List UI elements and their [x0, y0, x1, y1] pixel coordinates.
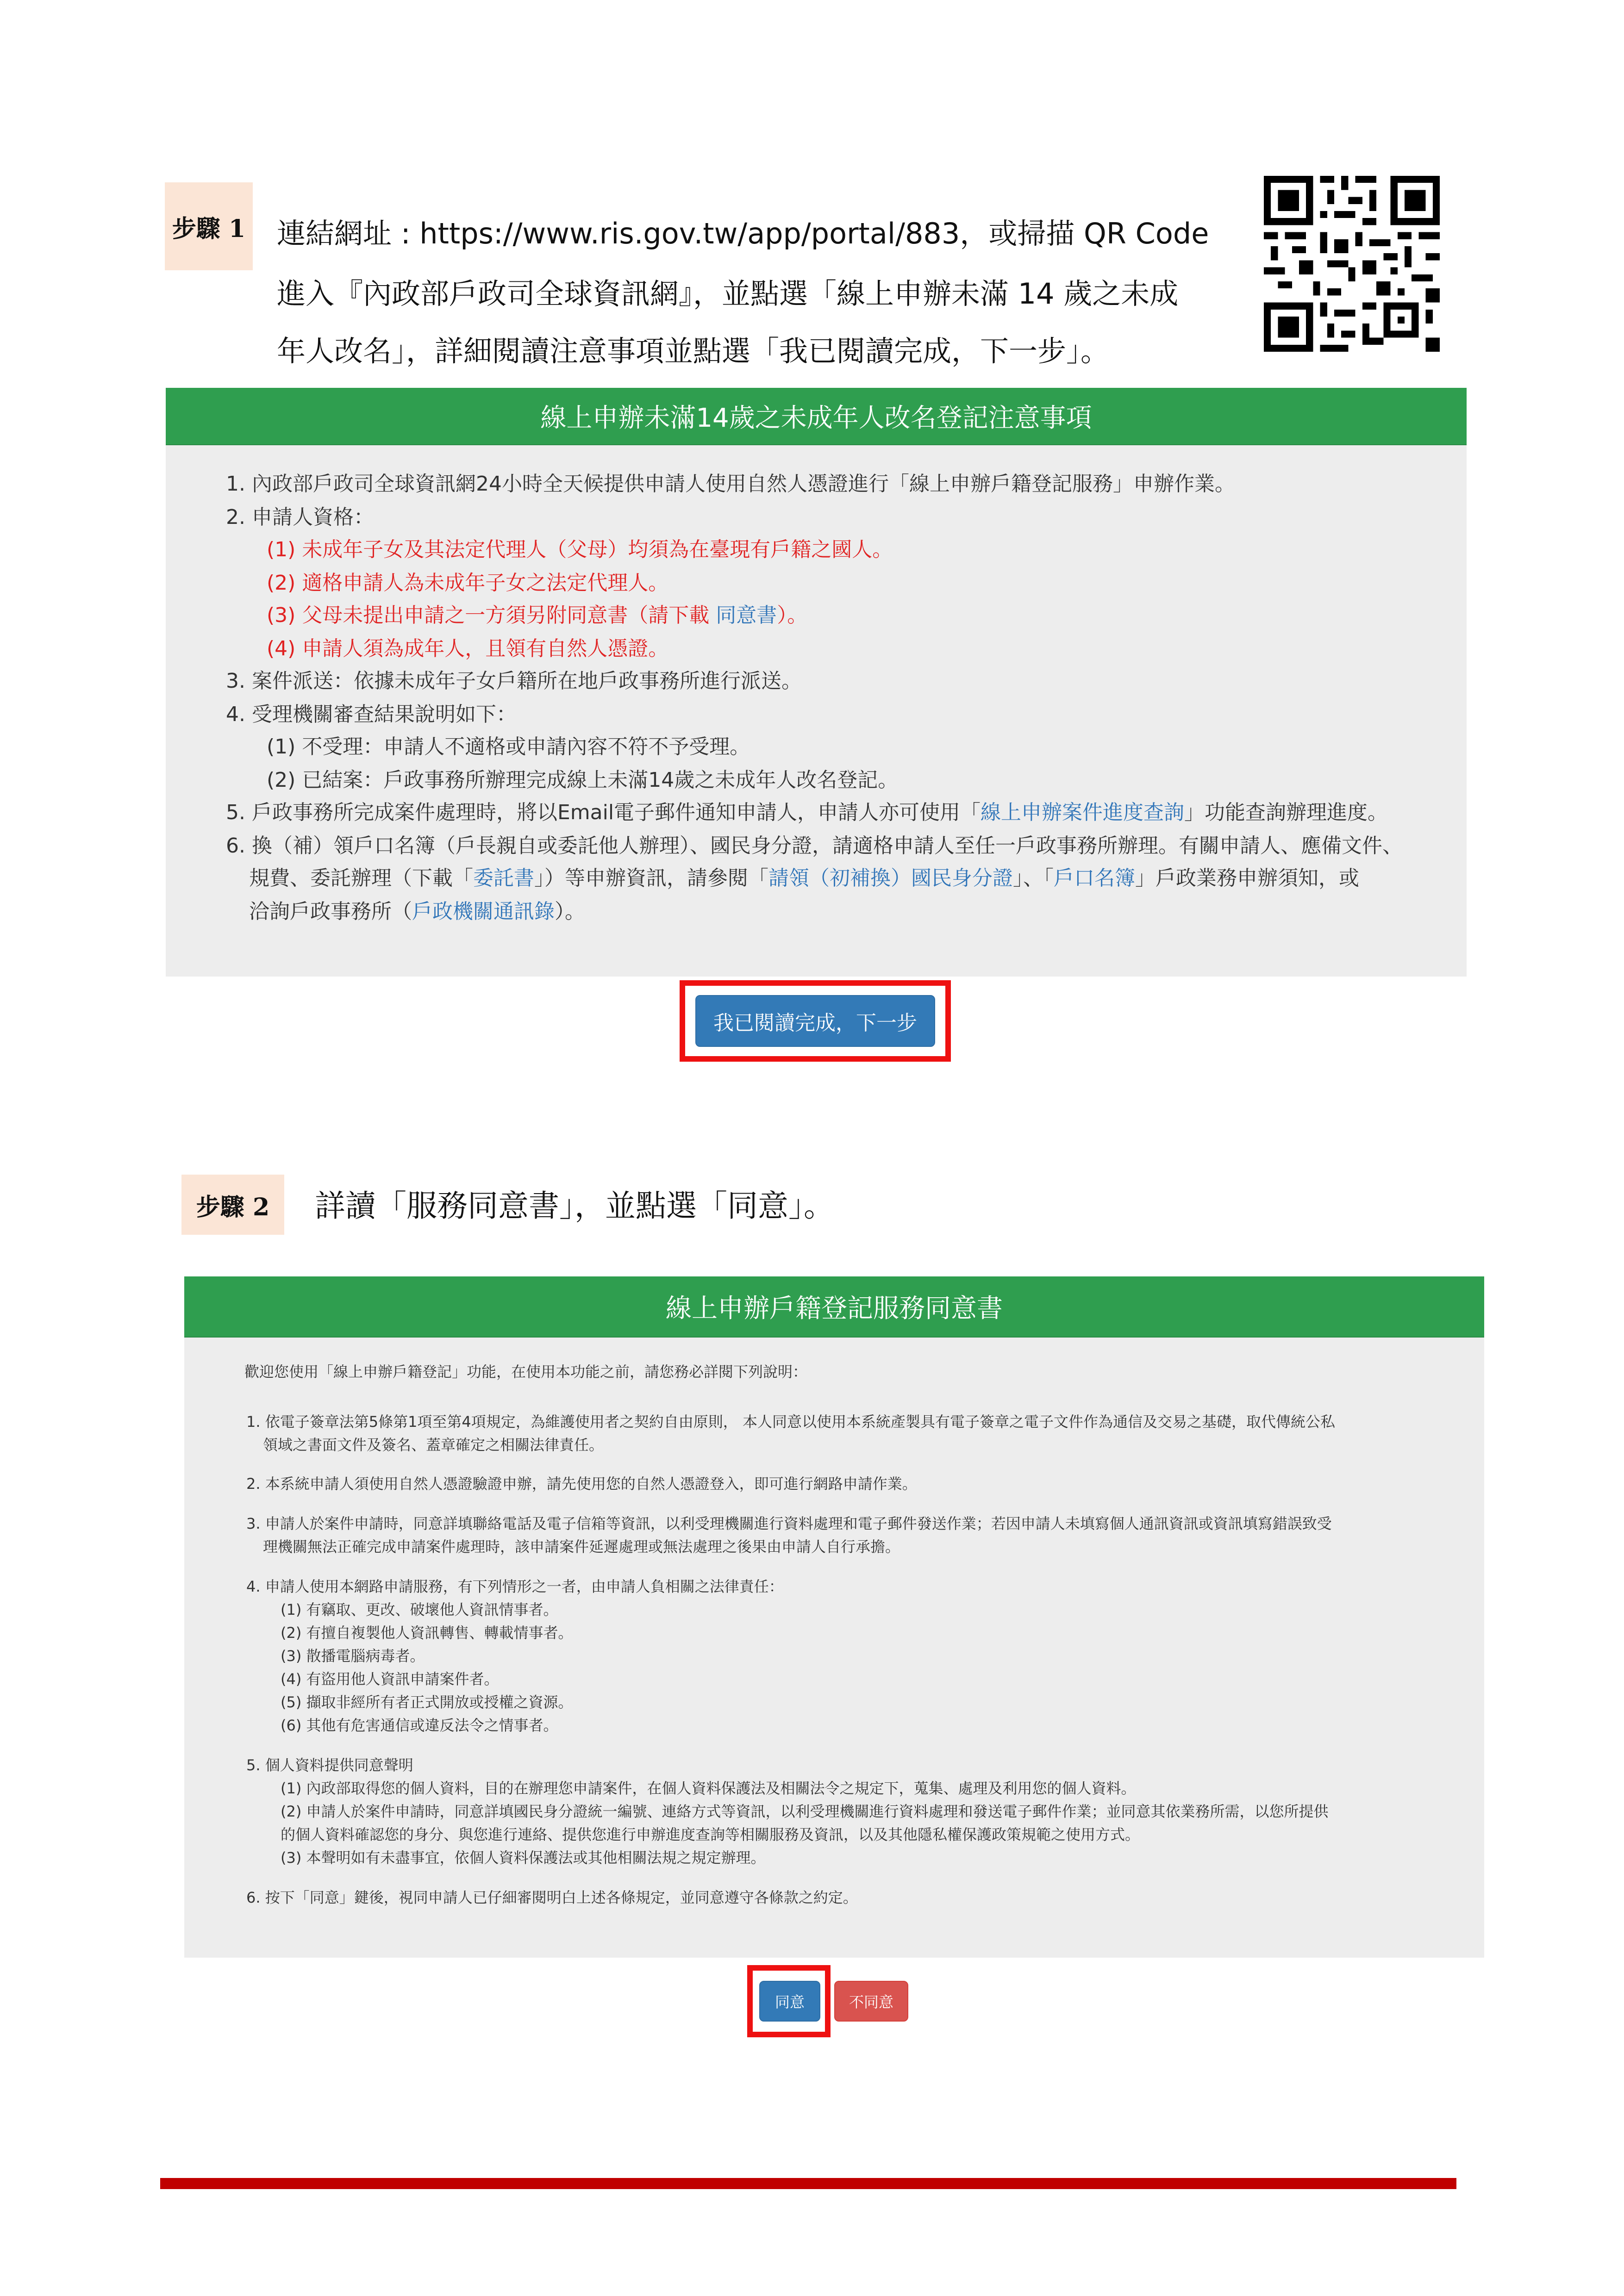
notice-title: 線上申辦未滿14歲之未成年人改名登記注意事項 [540, 403, 1092, 433]
agree-button-label: 同意 [775, 1993, 805, 2011]
agree-button[interactable] [759, 1981, 820, 2022]
notice-item-6b [249, 868, 1359, 889]
notice-item-4b: (2) 已結案：戶政事務所辦理完成線上未滿14歲之未成年人改名登記。 [267, 768, 899, 792]
consent-clause-3a: 3. 申請人於案件申請時，同意詳填聯絡電話及電子信箱等資訊，以利受理機關進行資料處理和電子郵件發送作業；若因申請人未填寫個人通訊資訊或資訊填寫錯誤致受 [246, 1515, 1332, 1532]
consent-clause-5-2b: 的個人資料確認您的身分、與您進行連絡、提供您進行申辦進度查詢等相關服務及資訊，以及其他隱私權保護政策規範之使用方式。 [281, 1826, 1140, 1843]
id-card-application-link[interactable]: 請領（初補換）國民身分證 [768, 866, 1013, 890]
notice-panel-header [166, 388, 1467, 445]
notice-item-3: 3. 案件派送：依據未成年子女戶籍所在地戶政事務所進行派送。 [226, 669, 802, 693]
consent-clause-1a: 1. 依電子簽章法第5條第1項至第4項規定，為維護使用者之契約自由原則， 本人同意以使用本系統產製具有電子簽章之電子文件作為通信及交易之基礎，取代傳統公私 [246, 1413, 1335, 1431]
consent-clause-2: 2. 本系統申請人須使用自然人憑證驗證申辦，請先使用您的自然人憑證登入，即可進行網路申請作業。 [246, 1475, 917, 1493]
notice-item-5-text: 5. 戶政事務所完成案件處理時，將以Email電子郵件通知申請人，申請人亦可使用「 [226, 801, 981, 824]
notice-item-6b-end: 」戶政業務申辦須知，或 [1135, 866, 1359, 890]
notice-item-1: 1. 內政部戶政司全球資訊網24小時全天候提供申請人使用自然人憑證進行「線上申辦戶籍登記服務」申辦作業。 [226, 472, 1235, 496]
disagree-button-label: 不同意 [849, 1993, 893, 2011]
notice-item-2c [267, 605, 807, 626]
disagree-button[interactable] [834, 1981, 908, 2022]
power-of-attorney-link[interactable]: 委託書 [473, 866, 534, 890]
notice-item-6c [249, 902, 585, 922]
step-1-line-1: 連結網址 : https://www.ris.gov.tw/app/portal/883，或掃描 QR Code [277, 217, 1209, 250]
notice-item-6b-mid: 」）等申辦資訊，請參閱「 [534, 866, 768, 890]
consent-panel [184, 1276, 1484, 1958]
consent-clause-4-5: (5) 擷取非經所有者正式開放或授權之資源。 [281, 1693, 573, 1711]
consent-title: 線上申辦戶籍登記服務同意書 [666, 1294, 1003, 1324]
consent-clause-5-2a: (2) 申請人於案件申請時，同意詳填國民身分證統一編號、連絡方式等資訊，以利受理機關進行資料處理和發送電子郵件作業；並同意其依業務所需，以您所提供 [281, 1803, 1329, 1820]
consent-clause-4-3: (3) 散播電腦病毒者。 [281, 1647, 425, 1665]
notice-item-2a: (1) 未成年子女及其法定代理人（父母）均須為在臺現有戶籍之國人。 [267, 538, 893, 561]
consent-form-download-link[interactable]: 同意書 [716, 604, 777, 627]
notice-item-6c-end: ）。 [555, 900, 585, 923]
notice-item-2b: (2) 適格申請人為未成年子女之法定代理人。 [267, 571, 669, 595]
notice-item-5-end: 」功能查詢辦理進度。 [1184, 801, 1388, 824]
consent-clause-5-1: (1) 內政部取得您的個人資料，目的在辦理您申請案件，在個人資料保護法及相關法令之規定下，蒐集、處理及利用您的個人資料。 [281, 1780, 1136, 1797]
consent-intro: 歡迎您使用「線上申辦戶籍登記」功能，在使用本功能之前，請您務必詳閱下列說明： [244, 1363, 808, 1381]
consent-clause-5: 5. 個人資料提供同意聲明 [246, 1756, 413, 1774]
notice-item-6c-text: 洽詢戶政事務所（ [249, 900, 412, 923]
consent-clause-1b: 領域之書面文件及簽名、蓋章確定之相關法律責任。 [263, 1436, 604, 1454]
consent-clause-4-4: (4) 有盜用他人資訊申請案件者。 [281, 1670, 499, 1688]
consent-clause-4-1: (1) 有竊取、更改、破壞他人資訊情事者。 [281, 1601, 558, 1618]
consent-clause-4-2: (2) 有擅自複製他人資訊轉售、轉載情事者。 [281, 1624, 573, 1642]
notice-item-2d: (4) 申請人須為成年人，且領有自然人憑證。 [267, 637, 669, 660]
notice-item-4: 4. 受理機關審查結果說明如下： [226, 703, 517, 726]
step-1-badge-label: 步驟 1 [172, 214, 246, 243]
notice-item-2: 2. 申請人資格： [226, 505, 374, 529]
consent-panel-header [184, 1276, 1484, 1338]
notice-item-4a: (1) 不受理：申請人不適格或申請內容不符不予受理。 [267, 735, 750, 759]
step-1-badge [165, 182, 253, 270]
step-1-line-3: 年人改名」，詳細閱讀注意事項並點選「我已閱讀完成，下一步」。 [277, 334, 1110, 368]
case-progress-query-link[interactable]: 線上申辦案件進度查詢 [981, 801, 1185, 824]
step-2-badge [181, 1175, 284, 1235]
step-1-line-2: 進入『內政部戶政司全球資訊網』，並點選「線上申辦未滿 14 歲之未成 [277, 277, 1179, 311]
consent-clause-4: 4. 申請人使用本網路申請服務，有下列情形之一者，由申請人負相關之法律責任： [246, 1578, 784, 1595]
read-complete-next-button[interactable] [695, 995, 935, 1047]
consent-clause-5-3: (3) 本聲明如有未盡事宜，依個人資料保護法或其他相關法規之規定辦理。 [281, 1849, 766, 1867]
notice-item-6b-text: 規費、委託辦理（下載「 [249, 866, 473, 890]
notice-item-5 [226, 803, 1388, 823]
consent-clause-4-6: (6) 其他有危害通信或違反法令之情事者。 [281, 1717, 558, 1734]
step-2-line: 詳讀「服務同意書」，並點選「同意」。 [315, 1188, 834, 1224]
read-complete-next-button-label: 我已閱讀完成，下一步 [713, 1011, 917, 1035]
consent-clause-6: 6. 按下「同意」鍵後，視同申請人已仔細審閱明白上述各條規定，並同意遵守各條款之約定。 [246, 1889, 858, 1906]
household-office-directory-link[interactable]: 戶政機關通訊錄 [412, 900, 555, 923]
notice-item-6a: 6. 換（補）領戶口名簿（戶長親自或委託他人辦理）、國民身分證，請適格申請人至任一戶政事務所辦理。有關申請人、應備文件、 [226, 834, 1403, 858]
notice-panel [166, 388, 1467, 977]
footer-rule [160, 2178, 1456, 2189]
qr-code-image [1264, 176, 1440, 352]
notice-item-6b-mid2: 」、「 [1013, 866, 1054, 890]
consent-clause-3b: 理機關無法正確完成申請案件處理時，該申請案件延遲處理或無法處理之後果由申請人自行承擔。 [263, 1538, 900, 1556]
notice-item-2c-text: (3) 父母未提出申請之一方須另附同意書（請下載 [267, 604, 716, 627]
household-register-link[interactable]: 戶口名簿 [1054, 866, 1135, 890]
step-2-badge-label: 步驟 2 [196, 1193, 270, 1221]
notice-item-2c-end: ）。 [777, 604, 808, 627]
